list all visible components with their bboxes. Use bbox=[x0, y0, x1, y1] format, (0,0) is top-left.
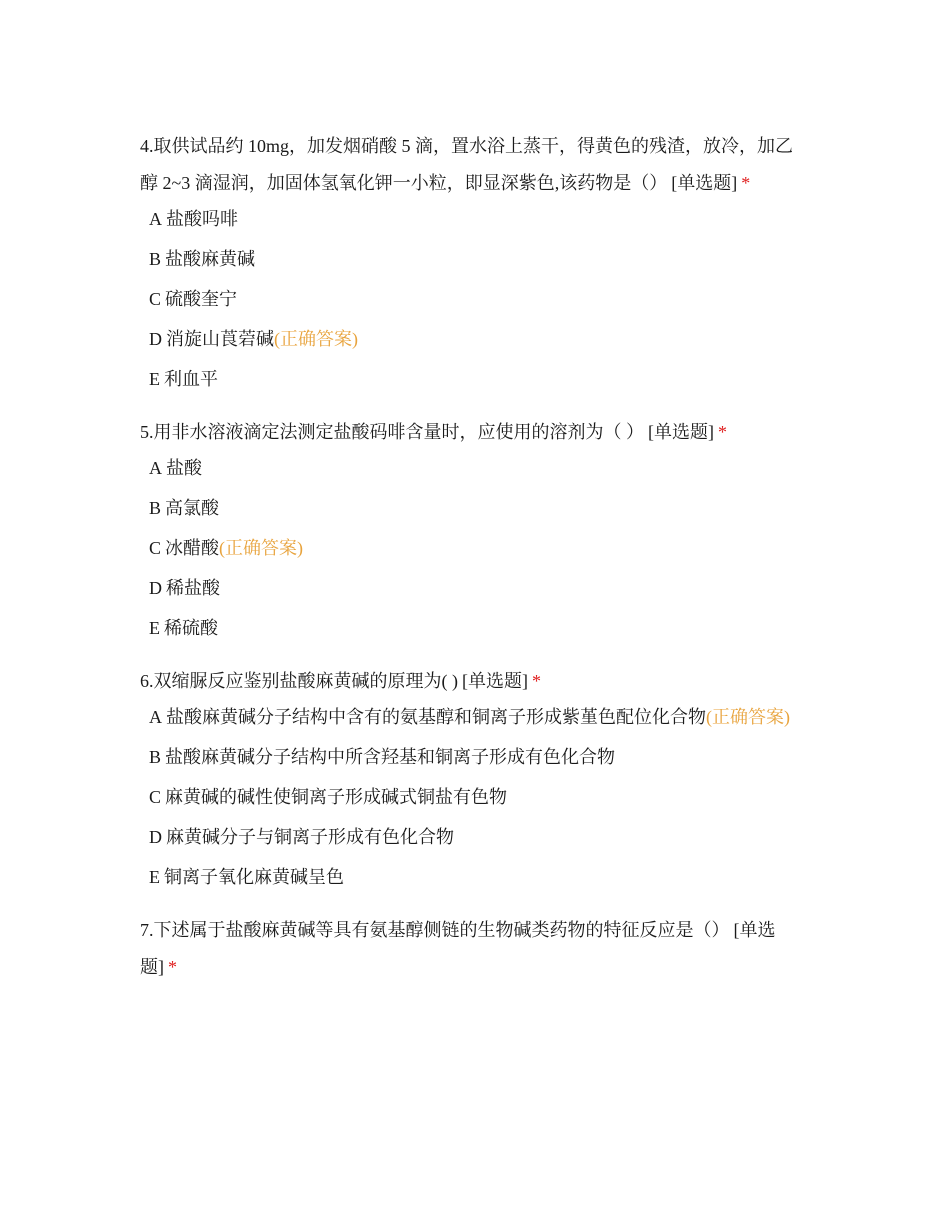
options-list bbox=[140, 208, 805, 390]
option-a[interactable]: A 盐酸吗啡 bbox=[149, 209, 238, 229]
question-type-tag: [单选题] bbox=[671, 173, 738, 193]
option-e[interactable]: E 利血平 bbox=[149, 369, 218, 389]
option-d[interactable]: D 稀盐酸 bbox=[149, 578, 220, 598]
options-list bbox=[140, 706, 805, 888]
option-e[interactable]: E 铜离子氧化麻黄碱呈色 bbox=[149, 867, 344, 887]
option-a[interactable]: A 盐酸麻黄碱分子结构中含有的氨基醇和铜离子形成紫堇色配位化合物(正确答案) bbox=[149, 707, 790, 727]
question-type-tag: [单选题] bbox=[648, 422, 714, 442]
correct-answer-label: (正确答案) bbox=[706, 707, 790, 727]
option-e[interactable]: E 稀硫酸 bbox=[149, 618, 218, 638]
option-c[interactable]: C 硫酸奎宁 bbox=[149, 289, 238, 309]
question-type-tag: [单选题] bbox=[140, 920, 776, 977]
question-5 bbox=[140, 414, 805, 639]
correct-answer-label: (正确答案) bbox=[274, 329, 358, 349]
required-marker: * bbox=[168, 957, 177, 977]
option-c[interactable]: C 冰醋酸(正确答案) bbox=[149, 538, 304, 558]
option-b[interactable]: B 高氯酸 bbox=[149, 498, 220, 518]
option-b[interactable]: B 盐酸麻黄碱分子结构中所含羟基和铜离子形成有色化合物 bbox=[149, 747, 616, 767]
question-title: 4.取供试品约 10mg，加发烟硝酸 5 滴，置水浴上蒸干，得黄色的残渣，放冷，加乙醇 2~3 滴湿润，加固体氢氧化钾一小粒，即显深紫色,该药物是（） [单选题] * bbox=[140, 136, 793, 193]
option-b[interactable]: B 盐酸麻黄碱 bbox=[149, 249, 256, 269]
question-title: 6.双缩脲反应鉴别盐酸麻黄碱的原理为( ) [单选题] * bbox=[140, 671, 541, 691]
question-title: 5.用非水溶液滴定法测定盐酸码啡含量时，应使用的溶剂为（ ） [单选题] * bbox=[140, 422, 727, 442]
option-d[interactable]: D 消旋山莨菪碱(正确答案) bbox=[149, 329, 358, 349]
option-c[interactable]: C 麻黄碱的碱性使铜离子形成碱式铜盐有色物 bbox=[149, 787, 508, 807]
required-marker: * bbox=[718, 422, 727, 442]
question-title: 7.下述属于盐酸麻黄碱等具有氨基醇侧链的生物碱类药物的特征反应是（） [单选题] * bbox=[140, 920, 776, 977]
question-6 bbox=[140, 663, 805, 888]
question-7 bbox=[140, 912, 805, 986]
correct-answer-label: (正确答案) bbox=[219, 538, 304, 558]
option-d[interactable]: D 麻黄碱分子与铜离子形成有色化合物 bbox=[149, 827, 454, 847]
required-marker: * bbox=[532, 671, 541, 691]
required-marker: * bbox=[741, 173, 751, 193]
quiz-document bbox=[140, 128, 805, 1010]
options-list bbox=[140, 457, 805, 639]
option-a[interactable]: A 盐酸 bbox=[149, 458, 202, 478]
question-type-tag: [单选题] bbox=[462, 671, 528, 691]
question-4 bbox=[140, 128, 805, 390]
